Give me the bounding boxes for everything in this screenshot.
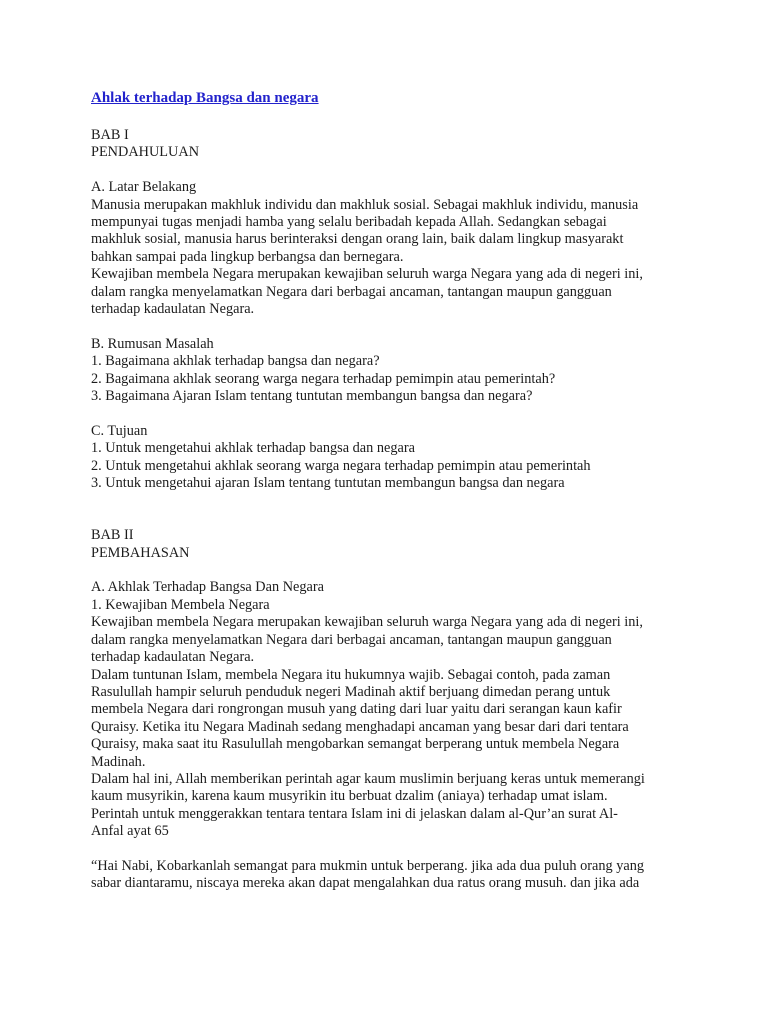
bab2-label: BAB II	[91, 527, 134, 544]
paragraph-line: Kewajiban membela Negara merupakan kewajiban seluruh warga Negara yang ada di negeri ini,	[91, 266, 643, 283]
paragraph-line: Quraisy. Ketika itu Negara Madinah sedang menghadapi ancaman yang besar dari dari tentara	[91, 718, 629, 735]
paragraph-line: Quraisy, maka saat itu Rasulullah mengobarkan semangat berperang untuk membela Negara	[91, 736, 620, 753]
bab2-heading: PEMBAHASAN	[91, 544, 190, 561]
paragraph-line: kaum musyrikin, karena kaum musyrikin itu berbuat dzalim (aniaya) terhadap umat islam.	[91, 788, 608, 805]
bab1-heading: PENDAHULUAN	[91, 144, 200, 161]
paragraph-line: Madinah.	[91, 753, 146, 770]
quote-line: “Hai Nabi, Kobarkanlah semangat para mukmin untuk berperang. jika ada dua puluh orang yang	[91, 857, 645, 874]
list-item: 1. Untuk mengetahui akhlak terhadap bangsa dan negara	[91, 440, 415, 457]
paragraph-line: Anfal ayat 65	[91, 823, 169, 840]
list-item: 1. Bagaimana akhlak terhadap bangsa dan negara?	[91, 353, 380, 370]
paragraph-line: Kewajiban membela Negara merupakan kewajiban seluruh warga Negara yang ada di negeri ini,	[91, 614, 643, 631]
list-item: 3. Bagaimana Ajaran Islam tentang tuntutan membangun bangsa dan negara?	[91, 388, 533, 405]
document-page	[91, 88, 691, 893]
paragraph-line: bahkan sampai pada lingkup berbangsa dan bernegara.	[91, 248, 404, 265]
list-item: 3. Untuk mengetahui ajaran Islam tentang tuntutan membangun bangsa dan negara	[91, 475, 565, 492]
latar-heading: A. Latar Belakang	[91, 179, 197, 196]
quote-line: sabar diantaramu, niscaya mereka akan dapat mengalahkan dua ratus orang musuh. dan jika ada	[91, 875, 640, 892]
paragraph-line: dalam rangka menyelamatkan Negara dari berbagai ancaman, tantangan maupun gangguan	[91, 631, 612, 648]
list-item: 2. Bagaimana akhlak seorang warga negara terhadap pemimpin atau pemerintah?	[91, 370, 556, 387]
paragraph-line: Dalam tuntunan Islam, membela Negara itu hukumnya wajib. Sebagai contoh, pada zaman	[91, 666, 611, 683]
paragraph-line: Perintah untuk menggerakkan tentara tentara Islam ini di jelaskan dalam al-Qur’an surat Al-	[91, 805, 618, 822]
list-item: 2. Untuk mengetahui akhlak seorang warga negara terhadap pemimpin atau pemerintah	[91, 457, 591, 474]
document-title-link[interactable]: Ahlak terhadap Bangsa dan negara	[91, 90, 319, 106]
tujuan-heading: C. Tujuan	[91, 422, 148, 439]
paragraph-line: makhluk sosial, manusia harus berinteraksi dengan orang lain, baik dalam lingkup masyarakt	[91, 231, 624, 248]
akhlak-heading: A. Akhlak Terhadap Bangsa Dan Negara	[91, 579, 324, 596]
paragraph-line: dalam rangka menyelamatkan Negara dari berbagai ancaman, tantangan maupun gangguan	[91, 283, 612, 300]
paragraph-line: Manusia merupakan makhluk individu dan makhluk sosial. Sebagai makhluk individu, manusia	[91, 196, 639, 213]
paragraph-line: membela Negara dari rongrongan musuh yang dating dari luar yaitu dari serangan kaun kafir	[91, 701, 622, 718]
spacer	[91, 108, 691, 127]
paragraph-line: mempunyai tugas menjadi hamba yang selalu beribadah kepada Allah. Sedangkan sebagai	[91, 214, 607, 231]
paragraph-line: terhadap kadaulatan Negara.	[91, 649, 255, 666]
bab1-label: BAB I	[91, 127, 129, 143]
akhlak-subheading: 1. Kewajiban Membela Negara	[91, 596, 270, 613]
paragraph-line: terhadap kadaulatan Negara.	[91, 301, 255, 318]
rumusan-heading: B. Rumusan Masalah	[91, 335, 214, 352]
paragraph-line: Dalam hal ini, Allah memberikan perintah agar kaum muslimin berjuang keras untuk memerangi	[91, 770, 645, 787]
paragraph-line: Rasulullah hampir seluruh penduduk negeri Madinah aktif berjuang dimedan perang untuk	[91, 683, 611, 700]
